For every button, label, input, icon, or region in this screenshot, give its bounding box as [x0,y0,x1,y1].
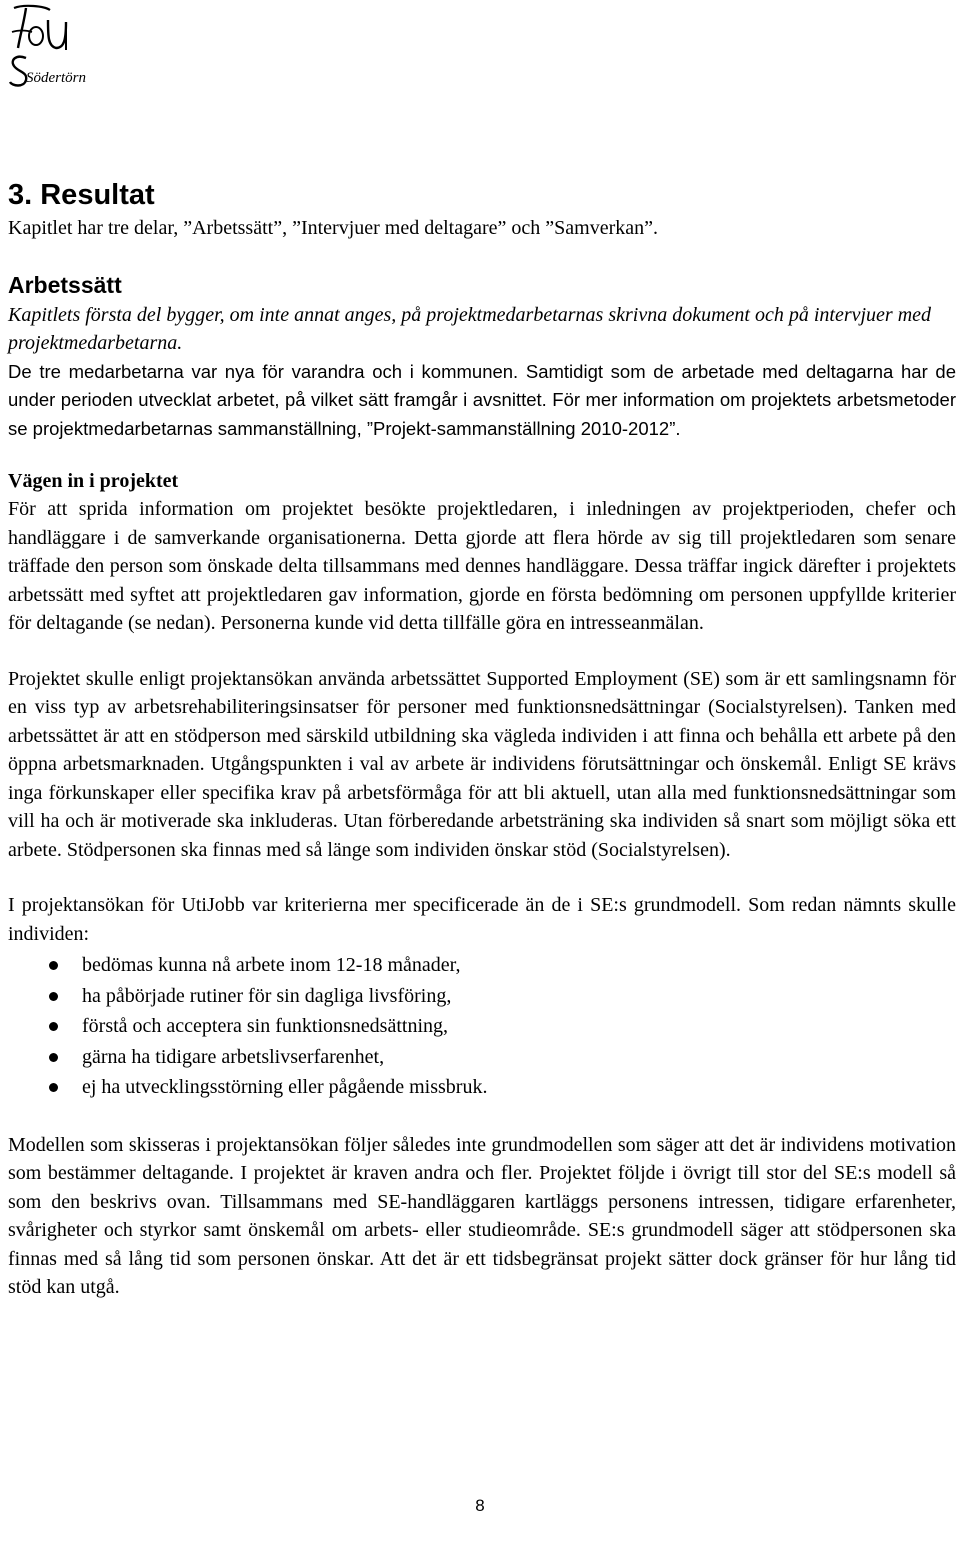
bullet-icon [49,1022,58,1031]
bullet-icon [49,1083,58,1092]
vagen-paragraph-2: Projektet skulle enligt projektansökan använda arbetssättet Supported Employment (SE) som är ett samlingsnamn för en viss typ av arbetsrehabiliteringsinsatser för personer med funktionsnedsättningar (Socialstyrelsen). Tanken med arbetssättet är att en stödperson med särskild utbildning ska vägleda individen i att finna och behålla ett arbete på den öppna arbetsmarknaden. Utgångspunkten i val av arbete är individens förutsättningar och önskemål. Enligt SE krävs inga förkunskaper eller specifika krav på arbetsförmåga för att bli aktuell, utan alla med funktionsnedsättningar som vill ha och är motiverade ska inkluderas. Utan förberedande arbetsträning ska individen så snart som möjligt söka ett arbete. Stödpersonen ska finnas med så länge som individen önskar stöd (Socialstyrelsen). [8,667,956,861]
intro-paragraph: Kapitlet har tre delar, ”Arbetssätt”, ”Intervjuer med deltagare” och ”Samverkan”. [8,217,658,239]
vagen-paragraph-1: För att sprida information om projektet besökte projektledaren, i inledningen av projektperioden, chefer och handläggare i de samverkande organisationerna. Detta gjorde att flera hörde av sig till projektledaren som senare träffade den person som önskade delta tillsammans med dennes handläggare. Dessa träffar ingick därefter i projektets arbetssätt med syftet att projektledaren gav information, gjorde en första bedömning om personen uppfyllde kriterier för deltagande (se nedan). Personerna kunde vid detta tillfälle göra en intresseanmälan. [8,498,956,634]
list-item: förstå och acceptera sin funktionsnedsättning, [8,1011,956,1042]
page-title: 3. Resultat [8,179,155,211]
section-title-vagen: Vägen in i projektet [8,470,179,492]
criteria-list [8,950,956,1103]
bullet-icon [49,961,58,970]
bullet-icon [49,1053,58,1062]
section-title-arbetssatt: Arbetssätt [8,271,122,298]
list-item: ha påbörjade rutiner för sin dagliga livsföring, [8,981,956,1012]
page-content [8,178,956,1302]
page-number: 8 [475,1496,485,1515]
list-item: ej ha utvecklingsstörning eller pågående missbruk. [8,1072,956,1103]
fou-sodertorn-logo [4,2,88,90]
arbetssatt-intro: Kapitlets första del bygger, om inte annat anges, på projektmedarbetarnas skrivna dokument och på intervjuer med projektmedarbetarna. [8,303,932,354]
logo-wordmark: Södertörn [26,70,86,86]
vagen-paragraph-3: I projektansökan för UtiJobb var kriterierna mer specificerade än de i SE:s grundmodell. Som redan nämnts skulle individen: [8,894,956,945]
vagen-paragraph-4: Modellen som skisseras i projektansökan följer således inte grundmodellen som säger att det är individens motivation som bestämmer deltagande. I projektet är kraven andra och fler. Projektet följde i övrigt till stor del SE:s modell så som den beskrivs ovan. Tillsammans med SE-handläggaren kartläggs personens intressen, tidigare erfarenheter, svårigheter och styrkor samt önskemål om arbets- eller studieområde. SE:s grundmodell säger att stödpersonen ska finnas med så lång tid som personen önskar. Att det är ett tidsbegränsat projekt sätter dock gränser för hur lång tid stöd kan utgå. [8,1133,956,1298]
list-item: bedömas kunna nå arbete inom 12-18 månader, [8,950,956,981]
arbetssatt-paragraph: De tre medarbetarna var nya för varandra och i kommunen. Samtidigt som de arbetade med deltagarna har de under perioden utvecklat arbetet, på vilket sätt framgår i avsnittet. För mer information om projektets arbetsmetoder se projektmedarbetarnas sammanställning, ”Projekt-sammanställning 2010-2012”. [8,360,956,439]
bullet-icon [49,992,58,1001]
logo-graphic [4,2,88,90]
list-item: gärna ha tidigare arbetslivserfarenhet, [8,1042,956,1073]
